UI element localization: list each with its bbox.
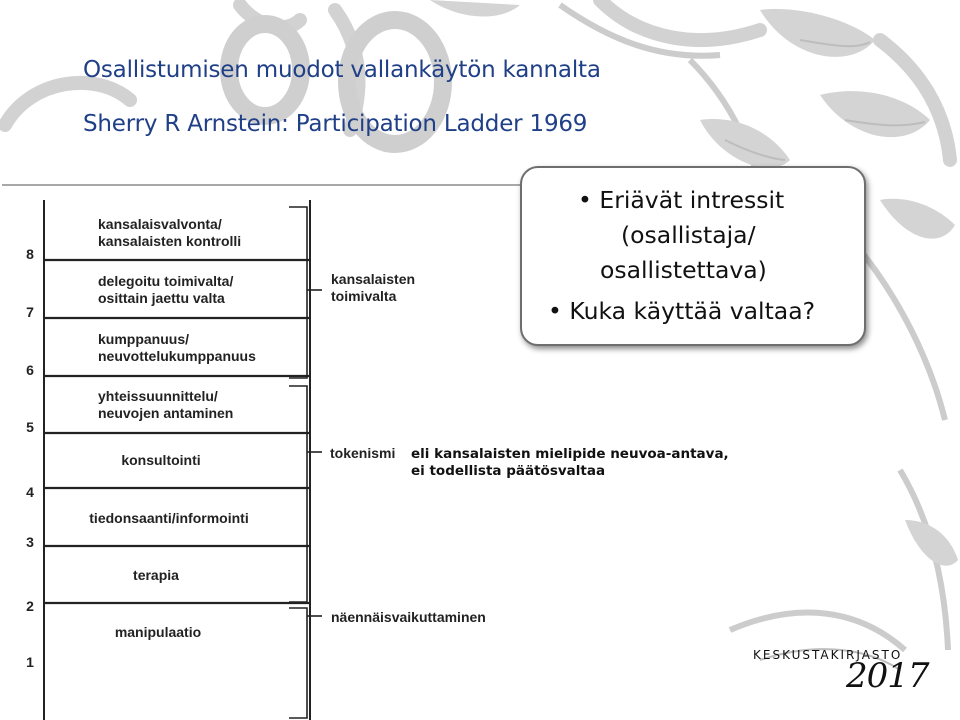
rung-label-5: yhteissuunnittelu/ neuvojen antaminen [98,388,234,421]
rung-label-8: kansalaisvalvonta/ kansalaisten kontrolli [98,216,242,249]
rung-number: 6 [26,362,34,378]
logo-name: KESKUSTAKIRJASTO [753,648,903,662]
group-label-tokenismi: tokenismi [330,445,396,461]
callout-bullet-1-cont2: osallistettava) [600,256,767,284]
slide-subtitle: Sherry R Arnstein: Participation Ladder 1969 [83,111,588,137]
title-divider [2,184,527,186]
rung-number: 2 [26,598,34,614]
rung-number: 7 [26,304,34,320]
rung-number: 8 [26,246,34,262]
rung-label-7: delegoitu toimivalta/ osittain jaettu valta [98,273,234,306]
rung-label-4: konsultointi [121,452,201,468]
callout-bullet-1-cont: (osallistaja/ [621,221,756,249]
rung-number: 4 [26,484,34,500]
bracket-tokenismi [289,386,307,602]
callout-box [520,166,866,346]
slide-title: Osallistumisen muodot vallankäytön kannalta [83,57,601,83]
group-label-naennaisvaikuttaminen: näennäisvaikuttaminen [331,609,486,625]
rung-number: 5 [26,419,34,435]
tokenism-note: eli kansalaisten mielipide neuvoa-antava, ei todellista päätösvaltaa [411,446,729,479]
rung-label-3: tiedonsaanti/informointi [89,510,249,526]
rung-number: 3 [26,534,34,550]
group-label-kansalaisten-toimivalta: kansalaisten toimivalta [331,271,416,304]
rung-label-1: manipulaatio [114,624,202,640]
rung-label-6: kumppanuus/ neuvottelukumppanuus [98,331,256,364]
bracket-naennaisvaikuttaminen [289,608,307,718]
rung-number: 1 [26,654,34,670]
callout-bullet-2: • Kuka käyttää valtaa? [548,297,816,325]
logo-year: 2017 [846,656,929,696]
callout-bullet-1: • Eriävät intressit [578,186,785,214]
rung-label-2: terapia [133,567,179,583]
bracket-kansalaisten-toimivalta [289,207,307,378]
